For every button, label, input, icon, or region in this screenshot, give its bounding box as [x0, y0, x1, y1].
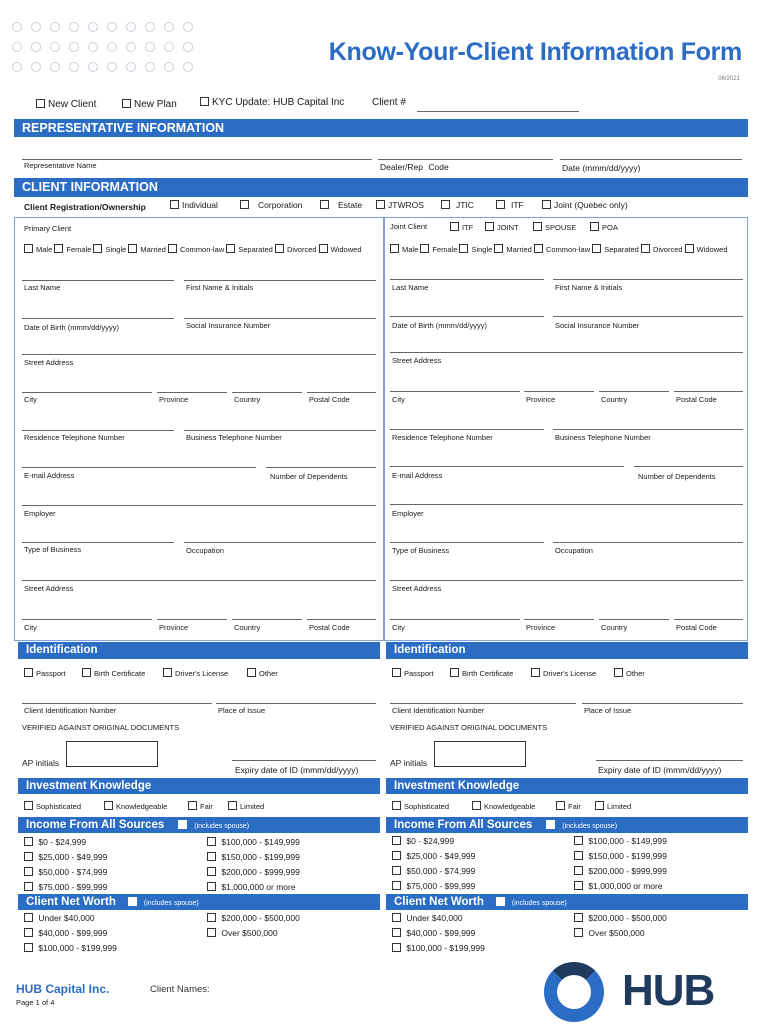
primary-marital-row: Male Female Single Married Common-law Separated Divorced Widowed	[24, 244, 362, 254]
joint-province2-field[interactable]	[524, 619, 594, 620]
checkbox-icon[interactable]	[450, 222, 459, 231]
primary-income-3[interactable]: $75,000 - $99,999	[24, 882, 107, 892]
primary-verified-label: VERIFIED AGAINST ORIGINAL DOCUMENTS	[22, 723, 180, 732]
joint-type-business-label: Type of Business	[392, 546, 450, 555]
checkbox-icon[interactable]	[104, 801, 113, 810]
joint-street-label: Street Address	[392, 356, 442, 365]
joint-sin-field[interactable]	[553, 316, 743, 317]
client-number-field[interactable]	[417, 111, 579, 112]
joint-id-other[interactable]: Other	[614, 668, 645, 678]
primary-income-7[interactable]: $1,000,000 or more	[207, 882, 296, 892]
registration-label: Client Registration/Ownership	[24, 202, 146, 212]
primary-type-business-field[interactable]	[22, 542, 174, 543]
joint-city-field[interactable]	[390, 391, 520, 392]
joint-networth-0[interactable]: Under $40,000	[392, 913, 463, 923]
checkbox-icon[interactable]	[319, 244, 328, 253]
joint-id-number-label: Client Identification Number	[392, 706, 485, 715]
checkbox-icon[interactable]	[392, 851, 401, 860]
joint-id-birth-cert[interactable]: Birth Certificate	[450, 668, 513, 678]
primary-knowledge-bar: Investment Knowledge	[18, 778, 380, 794]
checkbox-icon[interactable]	[24, 943, 33, 952]
checkbox-icon[interactable]	[556, 801, 565, 810]
primary-networth-3[interactable]: $200,000 - $500,000	[207, 913, 300, 923]
primary-occupation-field[interactable]	[184, 542, 376, 543]
reg-jtwros[interactable]: JTWROS	[376, 200, 424, 210]
hub-logo	[544, 962, 734, 1014]
checkbox-icon[interactable]	[392, 866, 401, 875]
primary-id-drivers[interactable]: Driver's License	[163, 668, 228, 678]
primary-city2-field[interactable]	[22, 619, 152, 620]
page-number: Page 1 of 4	[16, 998, 55, 1007]
rep-date-field[interactable]	[560, 159, 742, 160]
checkbox-icon[interactable]	[24, 801, 33, 810]
joint-networth-bar: Client Net Worth (includes spouse)	[386, 894, 748, 910]
checkbox-icon[interactable]	[574, 866, 583, 875]
joint-networth-2[interactable]: $100,000 - $199,999	[392, 943, 485, 953]
joint-employer-field[interactable]	[390, 504, 743, 505]
primary-first-name-label: First Name & Initials	[186, 283, 254, 292]
joint-postal-field[interactable]	[674, 391, 743, 392]
joint-ap-initials-box[interactable]	[434, 741, 526, 767]
representative-name-field[interactable]	[22, 159, 372, 160]
joint-last-name-label: Last Name	[392, 283, 429, 292]
primary-bus-phone-field[interactable]	[184, 430, 376, 431]
primary-last-name-field[interactable]	[22, 280, 174, 281]
joint-dependents-field[interactable]	[634, 466, 743, 467]
joint-last-name-field[interactable]	[390, 279, 544, 280]
joint-id-number-field[interactable]	[390, 703, 576, 704]
checkbox-icon[interactable]	[590, 222, 599, 231]
joint-income-bar: Income From All Sources (includes spouse)	[386, 817, 748, 833]
primary-dependents-field[interactable]	[266, 467, 376, 468]
checkbox-icon[interactable]	[247, 668, 256, 677]
checkbox-icon[interactable]	[24, 867, 33, 876]
primary-income-bar: Income From All Sources (includes spouse)	[18, 817, 380, 833]
hub-logo-text: HUB	[622, 966, 715, 1015]
checkbox-icon[interactable]	[574, 851, 583, 860]
joint-first-name-label: First Name & Initials	[555, 283, 623, 292]
primary-country-field[interactable]	[232, 392, 302, 393]
joint-itf[interactable]: ITF	[450, 222, 473, 232]
joint-country2-field[interactable]	[599, 619, 669, 620]
checkbox-icon[interactable]	[392, 928, 401, 937]
primary-dependents-label: Number of Dependents	[270, 472, 348, 481]
checkbox-icon[interactable]	[459, 244, 468, 253]
reg-joint-quebec[interactable]: Joint (Quebec only)	[542, 200, 628, 210]
joint-marital-row: Male Female Single Married Common-law Separated Divorced Widowed	[390, 244, 728, 254]
checkbox-icon[interactable]	[320, 200, 329, 209]
joint-postal-label: Postal Code	[676, 395, 717, 404]
primary-province2-label: Province	[159, 623, 189, 632]
primary-bus-phone-label: Business Telephone Number	[186, 433, 282, 442]
checkbox-icon[interactable]	[574, 881, 583, 890]
checkbox-icon[interactable]	[178, 820, 187, 829]
checkbox-icon[interactable]	[534, 244, 543, 253]
primary-ap-label: AP initials	[22, 758, 60, 768]
rep-date-label: Date (mmm/dd/yyyy)	[562, 163, 641, 173]
primary-income-0[interactable]: $0 - $24,999	[24, 837, 86, 847]
primary-networth-4[interactable]: Over $500,000	[207, 928, 278, 938]
joint-income-3[interactable]: $75,000 - $99,999	[392, 881, 475, 891]
joint-knowledge-limited[interactable]: Limited	[595, 801, 631, 811]
joint-city2-field[interactable]	[390, 619, 520, 620]
checkbox-icon[interactable]	[200, 97, 209, 106]
checkbox-icon[interactable]	[207, 882, 216, 891]
primary-employer-field[interactable]	[22, 505, 376, 506]
code-label: Code	[428, 162, 449, 172]
joint-res-phone-label: Residence Telephone Number	[392, 433, 493, 442]
joint-income-7[interactable]: $1,000,000 or more	[574, 881, 663, 891]
primary-place-issue-label: Place of Issue	[218, 706, 266, 715]
checkbox-icon[interactable]	[128, 244, 137, 253]
joint-knowledge-fair[interactable]: Fair	[556, 801, 581, 811]
joint-joint[interactable]: JOINT	[485, 222, 519, 232]
primary-res-phone-field[interactable]	[22, 430, 174, 431]
checkbox-icon[interactable]	[188, 801, 197, 810]
joint-bus-phone-field[interactable]	[553, 429, 743, 430]
primary-city-label: City	[24, 395, 37, 404]
joint-income-1[interactable]: $25,000 - $49,999	[392, 851, 475, 861]
joint-postal2-field[interactable]	[674, 619, 743, 620]
joint-knowledge-bar: Investment Knowledge	[386, 778, 748, 794]
primary-networth-1[interactable]: $40,000 - $99,999	[24, 928, 107, 938]
checkbox-icon[interactable]	[592, 244, 601, 253]
joint-street-field[interactable]	[390, 352, 743, 353]
primary-dob-label: Date of Birth (mmm/dd/yyyy)	[24, 323, 120, 332]
checkbox-icon[interactable]	[122, 99, 131, 108]
joint-country2-label: Country	[601, 623, 628, 632]
form-version: 06/2021	[718, 76, 740, 82]
joint-knowledge-sophisticated[interactable]: Sophisticated	[392, 801, 449, 811]
checkbox-icon[interactable]	[376, 200, 385, 209]
hub-ring-icon	[544, 962, 604, 1022]
primary-expiry-field[interactable]	[232, 760, 376, 761]
primary-postal2-label: Postal Code	[309, 623, 350, 632]
joint-postal2-label: Postal Code	[676, 623, 717, 632]
primary-postal2-field[interactable]	[307, 619, 376, 620]
checkbox-icon[interactable]	[496, 200, 505, 209]
primary-province-label: Province	[159, 395, 189, 404]
checkbox-icon[interactable]	[168, 244, 177, 253]
primary-last-name-label: Last Name	[24, 283, 61, 292]
checkbox-icon[interactable]	[240, 200, 249, 209]
reg-individual[interactable]: Individual	[170, 200, 218, 210]
joint-income-0[interactable]: $0 - $24,999	[392, 836, 454, 846]
checkbox-icon[interactable]	[226, 244, 235, 253]
joint-expiry-label: Expiry date of ID (mmm/dd/yyyy)	[598, 765, 722, 775]
joint-province-label: Province	[526, 395, 556, 404]
checkbox-icon[interactable]	[390, 244, 399, 253]
checkbox-icon[interactable]	[228, 801, 237, 810]
joint-city-label: City	[392, 395, 405, 404]
joint-income-6[interactable]: $200,000 - $999,999	[574, 866, 667, 876]
primary-street2-field[interactable]	[22, 580, 376, 581]
joint-dob-field[interactable]	[390, 316, 544, 317]
primary-client-label: Primary Client	[24, 224, 72, 233]
client-names-label: Client Names:	[150, 984, 210, 995]
checkbox-icon[interactable]	[24, 668, 33, 677]
primary-ap-initials-box[interactable]	[66, 741, 158, 767]
primary-street2-label: Street Address	[24, 584, 74, 593]
joint-country-field[interactable]	[599, 391, 669, 392]
joint-poa[interactable]: POA	[590, 222, 618, 232]
primary-id-passport[interactable]: Passport	[24, 668, 66, 678]
checkbox-icon[interactable]	[24, 852, 33, 861]
checkbox-icon[interactable]	[275, 244, 284, 253]
joint-knowledge-knowledgeable[interactable]: Knowledgeable	[472, 801, 535, 811]
joint-occupation-label: Occupation	[555, 546, 593, 555]
joint-res-phone-field[interactable]	[390, 429, 544, 430]
checkbox-icon[interactable]	[24, 913, 33, 922]
checkbox-icon[interactable]	[574, 913, 583, 922]
joint-expiry-field[interactable]	[596, 760, 743, 761]
joint-street2-label: Street Address	[392, 584, 442, 593]
reg-corporation[interactable]: Corporation	[240, 200, 302, 210]
joint-identification-bar: Identification	[386, 642, 748, 659]
checkbox-icon[interactable]	[170, 200, 179, 209]
primary-email-label: E-mail Address	[24, 471, 75, 480]
checkbox-icon[interactable]	[54, 244, 63, 253]
checkbox-icon[interactable]	[546, 820, 555, 829]
joint-occupation-field[interactable]	[553, 542, 743, 543]
checkbox-icon[interactable]	[441, 200, 450, 209]
checkbox-icon[interactable]	[420, 244, 429, 253]
primary-province2-field[interactable]	[157, 619, 227, 620]
joint-income-4[interactable]: $100,000 - $149,999	[574, 836, 667, 846]
joint-employer-label: Employer	[392, 509, 424, 518]
primary-knowledge-knowledgeable[interactable]: Knowledgeable	[104, 801, 167, 811]
checkbox-icon[interactable]	[392, 881, 401, 890]
reg-estate[interactable]: Estate	[320, 200, 362, 210]
checkbox-icon[interactable]	[128, 897, 137, 906]
new-plan-option[interactable]: New Plan	[122, 99, 177, 110]
checkbox-icon[interactable]	[392, 943, 401, 952]
primary-networth-bar: Client Net Worth (includes spouse)	[18, 894, 380, 910]
primary-id-other[interactable]: Other	[247, 668, 278, 678]
kyc-update-option[interactable]: KYC Update: HUB Capital Inc	[200, 97, 344, 108]
primary-income-1[interactable]: $25,000 - $49,999	[24, 852, 107, 862]
joint-email-label: E-mail Address	[392, 471, 443, 480]
joint-first-name-field[interactable]	[553, 279, 743, 280]
checkbox-icon[interactable]	[163, 668, 172, 677]
checkbox-icon[interactable]	[392, 668, 401, 677]
checkbox-icon[interactable]	[531, 668, 540, 677]
joint-id-drivers[interactable]: Driver's License	[531, 668, 596, 678]
joint-email-field[interactable]	[390, 466, 624, 467]
primary-street-label: Street Address	[24, 358, 74, 367]
checkbox-icon[interactable]	[494, 244, 503, 253]
primary-first-name-field[interactable]	[184, 280, 376, 281]
primary-street-field[interactable]	[22, 354, 376, 355]
joint-spouse[interactable]: SPOUSE	[533, 222, 576, 232]
joint-province2-label: Province	[526, 623, 556, 632]
primary-knowledge-sophisticated[interactable]: Sophisticated	[24, 801, 81, 811]
checkbox-icon[interactable]	[641, 244, 650, 253]
primary-knowledge-fair[interactable]: Fair	[188, 801, 213, 811]
primary-country2-field[interactable]	[232, 619, 302, 620]
joint-dependents-label: Number of Dependents	[638, 472, 716, 481]
joint-ap-label: AP initials	[390, 758, 428, 768]
checkbox-icon[interactable]	[533, 222, 542, 231]
primary-city2-label: City	[24, 623, 37, 632]
checkbox-icon[interactable]	[685, 244, 694, 253]
joint-city2-label: City	[392, 623, 405, 632]
checkbox-icon[interactable]	[207, 867, 216, 876]
joint-country-label: Country	[601, 395, 628, 404]
primary-income-2[interactable]: $50,000 - $74,999	[24, 867, 107, 877]
form-title: Know-Your-Client Information Form	[328, 38, 742, 66]
checkbox-icon[interactable]	[82, 668, 91, 677]
dealer-rep-code-field[interactable]	[378, 159, 553, 160]
primary-income-4[interactable]: $100,000 - $149,999	[207, 837, 300, 847]
joint-dob-label: Date of Birth (mmm/dd/yyyy)	[392, 321, 488, 330]
checkbox-icon[interactable]	[24, 928, 33, 937]
new-client-option[interactable]: New Client	[36, 99, 96, 110]
checkbox-icon[interactable]	[24, 244, 33, 253]
checkbox-icon[interactable]	[614, 668, 623, 677]
checkbox-icon[interactable]	[392, 913, 401, 922]
primary-postal-label: Postal Code	[309, 395, 350, 404]
joint-income-2[interactable]: $50,000 - $74,999	[392, 866, 475, 876]
primary-income-5[interactable]: $150,000 - $199,999	[207, 852, 300, 862]
checkbox-icon[interactable]	[207, 928, 216, 937]
primary-networth-0[interactable]: Under $40,000	[24, 913, 95, 923]
checkbox-icon[interactable]	[496, 897, 505, 906]
primary-id-number-field[interactable]	[22, 703, 212, 704]
checkbox-icon[interactable]	[24, 837, 33, 846]
client-number-label: Client #	[372, 97, 406, 108]
representative-name-label: Representative Name	[24, 161, 97, 170]
primary-res-phone-label: Residence Telephone Number	[24, 433, 125, 442]
decorative-dot-grid	[12, 22, 202, 82]
primary-place-issue-field[interactable]	[216, 703, 376, 704]
joint-place-issue-field[interactable]	[582, 703, 743, 704]
joint-province-field[interactable]	[524, 391, 594, 392]
primary-sin-label: Social Insurance Number	[186, 321, 271, 330]
dealer-rep-label: Dealer/Rep	[380, 162, 423, 172]
primary-income-6[interactable]: $200,000 - $999,999	[207, 867, 300, 877]
primary-id-number-label: Client Identification Number	[24, 706, 117, 715]
reg-jtic[interactable]: JTIC	[441, 200, 474, 210]
checkbox-icon[interactable]	[450, 668, 459, 677]
primary-dob-field[interactable]	[22, 318, 174, 319]
joint-bus-phone-label: Business Telephone Number	[555, 433, 651, 442]
primary-province-field[interactable]	[157, 392, 227, 393]
primary-networth-2[interactable]: $100,000 - $199,999	[24, 943, 117, 953]
representative-section-bar: REPRESENTATIVE INFORMATION	[14, 119, 748, 137]
checkbox-icon[interactable]	[574, 836, 583, 845]
checkbox-icon[interactable]	[595, 801, 604, 810]
primary-knowledge-limited[interactable]: Limited	[228, 801, 264, 811]
joint-street2-field[interactable]	[390, 580, 743, 581]
joint-type-business-field[interactable]	[390, 542, 544, 543]
joint-verified-label: VERIFIED AGAINST ORIGINAL DOCUMENTS	[390, 723, 548, 732]
joint-place-issue-label: Place of Issue	[584, 706, 632, 715]
checkbox-icon[interactable]	[542, 200, 551, 209]
primary-employer-label: Employer	[24, 509, 56, 518]
joint-client-label: Joint Client	[390, 222, 428, 231]
joint-networth-4[interactable]: Over $500,000	[574, 928, 645, 938]
primary-identification-bar: Identification	[18, 642, 380, 659]
checkbox-icon[interactable]	[392, 836, 401, 845]
reg-itf[interactable]: ITF	[496, 200, 524, 210]
checkbox-icon[interactable]	[574, 928, 583, 937]
joint-id-passport[interactable]: Passport	[392, 668, 434, 678]
joint-networth-1[interactable]: $40,000 - $99,999	[392, 928, 475, 938]
joint-income-5[interactable]: $150,000 - $199,999	[574, 851, 667, 861]
primary-country2-label: Country	[234, 623, 261, 632]
joint-sin-label: Social Insurance Number	[555, 321, 640, 330]
primary-occupation-label: Occupation	[186, 546, 224, 555]
footer-brand: HUB Capital Inc.	[16, 982, 110, 996]
primary-sin-field[interactable]	[184, 318, 376, 319]
primary-id-birth-cert[interactable]: Birth Certificate	[82, 668, 145, 678]
checkbox-icon[interactable]	[207, 837, 216, 846]
primary-city-field[interactable]	[22, 392, 152, 393]
client-section-bar: CLIENT INFORMATION	[14, 178, 748, 197]
primary-type-business-label: Type of Business	[24, 545, 82, 554]
primary-email-field[interactable]	[22, 467, 256, 468]
checkbox-icon[interactable]	[93, 244, 102, 253]
primary-expiry-label: Expiry date of ID (mmm/dd/yyyy)	[235, 765, 359, 775]
primary-postal-field[interactable]	[307, 392, 376, 393]
checkbox-icon[interactable]	[392, 801, 401, 810]
checkbox-icon[interactable]	[472, 801, 481, 810]
checkbox-icon[interactable]	[36, 99, 45, 108]
checkbox-icon[interactable]	[485, 222, 494, 231]
checkbox-icon[interactable]	[207, 913, 216, 922]
checkbox-icon[interactable]	[207, 852, 216, 861]
checkbox-icon[interactable]	[24, 882, 33, 891]
joint-networth-3[interactable]: $200,000 - $500,000	[574, 913, 667, 923]
primary-country-label: Country	[234, 395, 261, 404]
